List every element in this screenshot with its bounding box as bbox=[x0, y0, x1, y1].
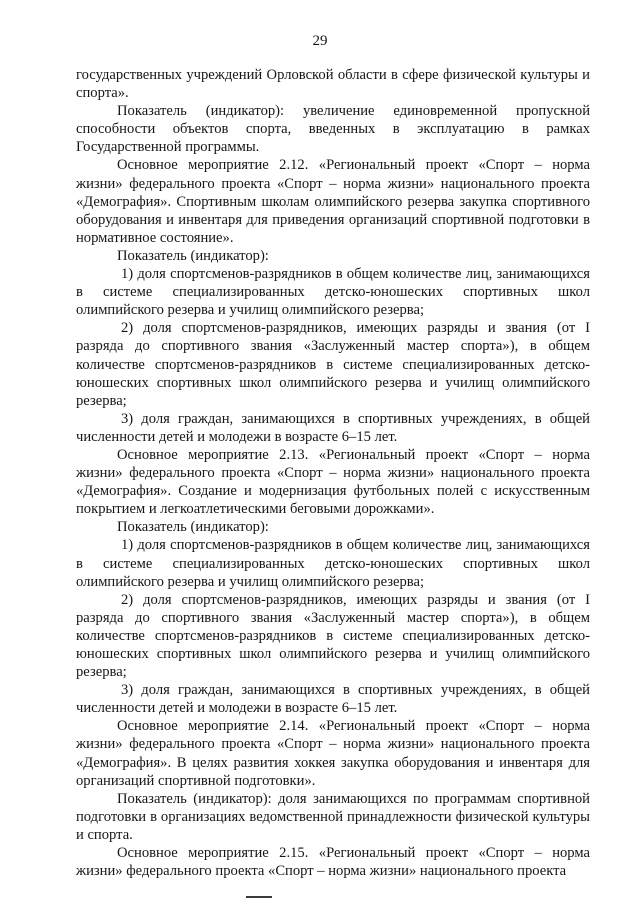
paragraph: Показатель (индикатор): увеличение единовременной пропускной способности объектов спорта, введенных в эксплуатацию в рамках Государственной программы. bbox=[76, 103, 590, 156]
paragraph: Основное мероприятие 2.12. «Региональный проект «Спорт – норма жизни» федерального проекта «Спорт – норма жизни» национального проекта «Демография». Спортивным школам олимпийского резерва закупка спортивного оборудования и инвентаря для приведения организаций спортивной подготовки в нормативное состояние». bbox=[76, 157, 590, 246]
list-item: 3) доля граждан, занимающихся в спортивных учреждениях, в общей численности детей и молодежи в возрасте 6–15 лет. bbox=[76, 682, 590, 717]
paragraph: Основное мероприятие 2.13. «Региональный проект «Спорт – норма жизни» федерального проекта «Спорт – норма жизни» национального проекта «Демография». Создание и модернизация футбольных полей с искусственным покрытием и легкоатлетическими беговыми дорожками». bbox=[76, 446, 590, 518]
paragraph: Показатель (индикатор): bbox=[117, 519, 269, 536]
scan-mark bbox=[246, 896, 272, 898]
list-item: 1) доля спортсменов-разрядников в общем количестве лиц, занимающихся в системе специализированных детско-юношеских спортивных школ олимпийского резерва и училищ олимпийского резерва; bbox=[76, 266, 590, 319]
list-item: 2) доля спортсменов-разрядников, имеющих разряды и звания (от I разряда до спортивного звания «Заслуженный мастер спорта»), в общем количестве спортсменов-разрядников в системе специализированных детско-юношеских спортивных школ олимпийского резерва и училищ олимпийского резерва; bbox=[76, 591, 590, 681]
page-number: 29 bbox=[312, 33, 328, 49]
paragraph: государственных учреждений Орловской области в сфере физической культуры и спорта». bbox=[76, 67, 590, 102]
paragraph: Показатель (индикатор): bbox=[117, 247, 269, 264]
list-item: 3) доля граждан, занимающихся в спортивных учреждениях, в общей численности детей и молодежи в возрасте 6–15 лет. bbox=[76, 410, 590, 445]
list-item: 1) доля спортсменов-разрядников в общем количестве лиц, занимающихся в системе специализированных детско-юношеских спортивных школ олимпийского резерва и училищ олимпийского резерва; bbox=[76, 537, 590, 590]
paragraph: Основное мероприятие 2.15. «Региональный проект «Спорт – норма жизни» федерального проекта «Спорт – норма жизни» национального проекта bbox=[76, 845, 590, 880]
list-item: 2) доля спортсменов-разрядников, имеющих разряды и звания (от I разряда до спортивного звания «Заслуженный мастер спорта»), в общем количестве спортсменов-разрядников в системе специализированных детско-юношеских спортивных школ олимпийского резерва и училищ олимпийского резерва; bbox=[76, 320, 590, 409]
paragraph: Основное мероприятие 2.14. «Региональный проект «Спорт – норма жизни» федерального проекта «Спорт – норма жизни» национального проекта «Демография». В целях развития хоккея закупка оборудования и инвентаря для организаций спортивной подготовки». bbox=[76, 718, 590, 789]
document-body bbox=[76, 66, 590, 880]
paragraph: Показатель (индикатор): доля занимающихся по программам спортивной подготовки в организациях ведомственной принадлежности физической культуры и спорта. bbox=[76, 790, 590, 843]
